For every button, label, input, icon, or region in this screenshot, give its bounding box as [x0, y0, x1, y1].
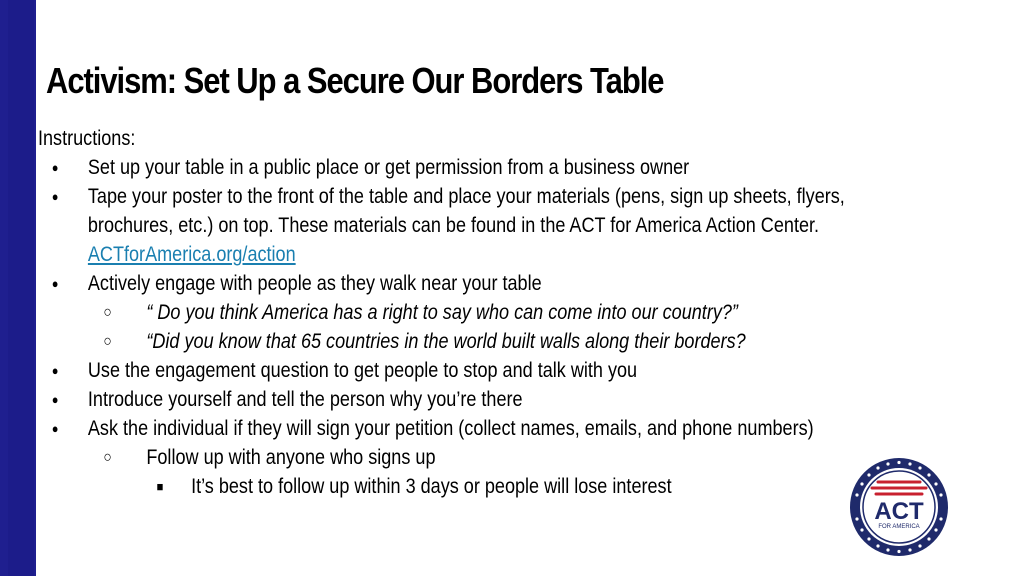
- list-item-continuation: [38, 240, 838, 269]
- sub-list-item: [38, 443, 838, 472]
- logo-text-sub: FOR AMERICA: [878, 524, 920, 530]
- list-item: [38, 385, 838, 414]
- sub-list-item: [38, 327, 838, 356]
- list-item-text: Actively engage with people as they walk near your table: [87, 272, 542, 295]
- engagement-question-1: “ Do you think America has a right to say who can come into our country?”: [146, 301, 738, 324]
- bullet-marker: ●: [51, 160, 59, 175]
- logo-text-main: ACT: [874, 498, 924, 525]
- sub-bullet-marker: ○: [103, 449, 112, 466]
- instructions-label: Instructions:: [38, 127, 136, 150]
- sub-bullet-marker: ○: [103, 333, 112, 350]
- action-center-link[interactable]: ACTforAmerica.org/action: [87, 243, 296, 266]
- bullet-marker: ●: [51, 421, 59, 436]
- list-item-text: Use the engagement question to get people to stop and talk with you: [87, 359, 638, 382]
- list-item: [38, 153, 838, 182]
- list-item-text: Follow up with anyone who signs up: [146, 446, 436, 469]
- list-item-text: Tape your poster to the front of the table and place your materials (pens, sign up sheets, flyers,: [87, 185, 845, 208]
- left-accent-bar: [0, 0, 36, 576]
- list-item: [38, 182, 845, 211]
- bullet-marker: ●: [51, 363, 59, 378]
- sub-bullet-marker: ○: [103, 304, 112, 321]
- list-item-text: It’s best to follow up within 3 days or people will lose interest: [191, 475, 672, 498]
- act-for-america-logo-icon: [848, 456, 950, 558]
- list-item: [38, 414, 838, 443]
- list-item-text: brochures, etc.) on top. These materials can be found in the ACT for America Action Center.: [87, 214, 820, 237]
- bullet-marker: ●: [51, 392, 59, 407]
- sub-sub-list-item: [38, 472, 838, 501]
- square-bullet-marker: ■: [156, 479, 164, 494]
- page-title: Activism: Set Up a Secure Our Borders Table: [46, 60, 664, 101]
- list-item: [38, 269, 838, 298]
- bullet-marker: ●: [51, 276, 59, 291]
- left-accent-bar-inner: [8, 0, 34, 576]
- list-item-text: Introduce yourself and tell the person why you’re there: [87, 388, 523, 411]
- list-item: [38, 356, 838, 385]
- list-item-text: Ask the individual if they will sign your petition (collect names, emails, and phone numbers): [87, 417, 814, 440]
- instructions-body: [38, 124, 845, 501]
- list-item-continuation: [38, 211, 838, 240]
- engagement-question-2: “Did you know that 65 countries in the world built walls along their borders?: [146, 330, 746, 353]
- bullet-marker: ●: [51, 189, 59, 204]
- sub-list-item: [38, 298, 838, 327]
- list-item-text: Set up your table in a public place or get permission from a business owner: [87, 156, 690, 179]
